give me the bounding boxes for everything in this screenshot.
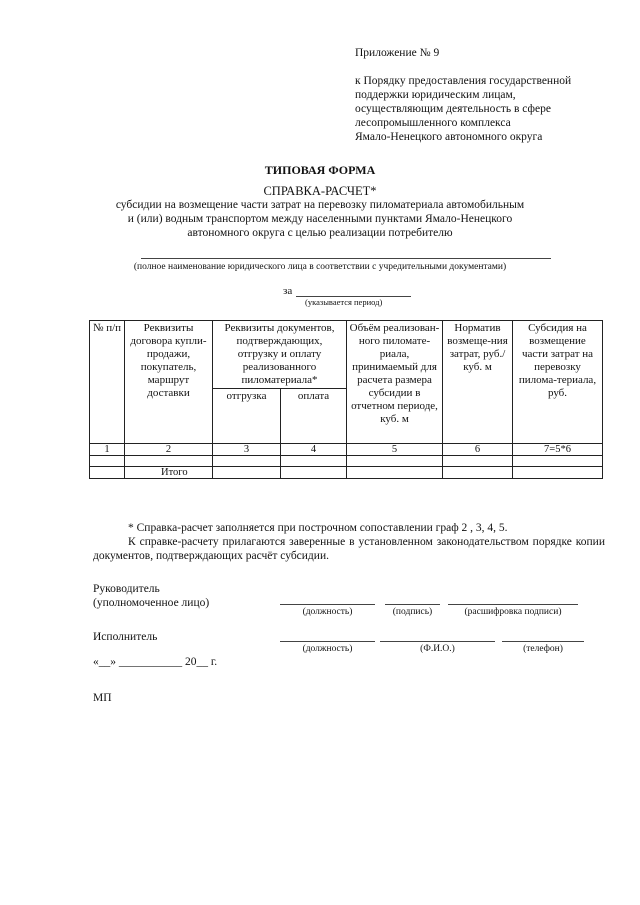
header-docs: Реквизиты документов, подтверждающих, отгрузку и оплату реализованного пиломатериала* bbox=[213, 321, 347, 389]
table-cell bbox=[125, 456, 213, 467]
head-signature-caption: (подпись) bbox=[392, 607, 433, 617]
date-line: «__» ___________ 20__ г. bbox=[93, 656, 218, 668]
header-row bbox=[90, 321, 603, 389]
executor-name-caption: (Ф.И.О.) bbox=[420, 644, 455, 654]
head-position-line bbox=[280, 604, 375, 605]
column-number: 2 bbox=[125, 444, 213, 456]
table-cell bbox=[281, 467, 347, 479]
footnote-line: * Справка-расчет заполняется при построчном сопоставлении граф 2 , 3, 4, 5. bbox=[128, 522, 508, 534]
header-contract: Реквизиты договора купли-продажи, покупатель, маршрут доставки bbox=[125, 321, 213, 444]
header-num: № п/п bbox=[90, 321, 125, 444]
table-cell bbox=[281, 456, 347, 467]
executor-label: Исполнитель bbox=[93, 631, 158, 643]
executor-name-line bbox=[380, 641, 495, 642]
head-label-sub: (уполномоченное лицо) bbox=[93, 597, 210, 609]
entity-name-line bbox=[141, 258, 551, 259]
table-cell bbox=[513, 467, 603, 479]
table-cell bbox=[90, 467, 125, 479]
document-title: СПРАВКА-РАСЧЕТ* bbox=[263, 184, 377, 198]
stamp-place: МП bbox=[93, 692, 112, 704]
subsidy-table bbox=[89, 320, 603, 479]
head-name-caption: (расшифровка подписи) bbox=[464, 607, 562, 617]
executor-phone-line bbox=[502, 641, 584, 642]
head-signature-line bbox=[385, 604, 440, 605]
column-number: 3 bbox=[213, 444, 281, 456]
header-subsidy: Субсидия на возмещение части затрат на перевозку пилома-териала, руб. bbox=[513, 321, 603, 444]
total-row bbox=[90, 467, 603, 479]
appendix-line: Ямало-Ненецкого автономного округа bbox=[355, 131, 543, 143]
table-cell bbox=[347, 467, 443, 479]
data-row bbox=[90, 456, 603, 467]
form-type: ТИПОВАЯ ФОРМА bbox=[264, 163, 376, 177]
total-label: Итого bbox=[125, 467, 213, 479]
table-cell bbox=[443, 456, 513, 467]
column-number: 6 bbox=[443, 444, 513, 456]
footnote-line: К справке-расчету прилагаются заверенные в установленном законодательством порядке копии документов, подтверждающих расчёт субсидии. bbox=[93, 536, 605, 562]
head-name-line bbox=[448, 604, 578, 605]
footnote-block bbox=[93, 521, 605, 563]
head-position-caption: (должность) bbox=[302, 607, 353, 617]
table-cell bbox=[90, 456, 125, 467]
executor-phone-caption: (телефон) bbox=[523, 644, 563, 654]
table-cell bbox=[213, 467, 281, 479]
column-number: 7=5*6 bbox=[513, 444, 603, 456]
subtitle-line: и (или) водным транспортом между населенными пунктами Ямало-Ненецкого bbox=[127, 213, 513, 225]
table-cell bbox=[443, 467, 513, 479]
subtitle-line: автономного округа с целью реализации потребителю bbox=[187, 227, 453, 239]
header-shipment: отгрузка bbox=[213, 389, 281, 444]
appendix-line: осуществляющим деятельность в сфере bbox=[355, 103, 551, 115]
period-caption: (указывается период) bbox=[305, 297, 383, 307]
table-cell bbox=[213, 456, 281, 467]
executor-position-caption: (должность) bbox=[302, 644, 353, 654]
column-number-row bbox=[90, 444, 603, 456]
table-cell bbox=[513, 456, 603, 467]
period-prefix: за bbox=[283, 285, 293, 297]
appendix-title: Приложение № 9 bbox=[355, 47, 440, 59]
header-payment: оплата bbox=[281, 389, 347, 444]
appendix-line: лесопромышленного комплекса bbox=[355, 117, 511, 129]
header-volume: Объём реализован-ного пиломате-риала, принимаемый для расчета размера субсидии в отчетном периоде, куб. м bbox=[347, 321, 443, 444]
header-norm: Норматив возмеще-ния затрат, руб./куб. м bbox=[443, 321, 513, 444]
subtitle-line: субсидии на возмещение части затрат на перевозку пиломатериала автомобильным bbox=[115, 199, 525, 211]
head-label: Руководитель bbox=[93, 583, 160, 595]
column-number: 1 bbox=[90, 444, 125, 456]
entity-caption: (полное наименование юридического лица в соответствии с учредительными документами) bbox=[133, 262, 507, 272]
appendix-line: поддержки юридическим лицам, bbox=[355, 89, 516, 101]
document-subtitle bbox=[0, 198, 640, 240]
column-number: 4 bbox=[281, 444, 347, 456]
executor-position-line bbox=[280, 641, 375, 642]
column-number: 5 bbox=[347, 444, 443, 456]
appendix-line: к Порядку предоставления государственной bbox=[355, 75, 572, 87]
table-cell bbox=[347, 456, 443, 467]
appendix-block bbox=[355, 46, 571, 144]
